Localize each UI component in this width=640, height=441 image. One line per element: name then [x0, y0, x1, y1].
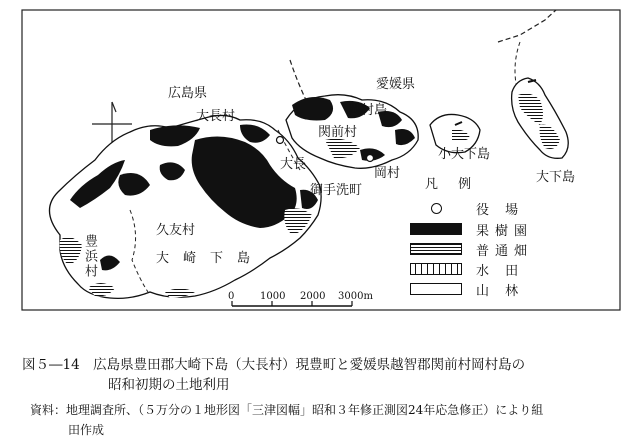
hiroshima-pref-label: 広島県 — [168, 86, 208, 101]
okamura-island-label: 岡村島 — [348, 103, 388, 118]
onaga-label: 大長 — [280, 157, 307, 172]
mitarai-town-label: 御手洗町 — [310, 183, 363, 198]
scale-bar — [232, 301, 352, 306]
scale-tick-2000: 2000 — [300, 291, 326, 302]
legend-label: 果樹園 — [476, 223, 534, 239]
scale-tick-1000: 1000 — [260, 291, 286, 302]
scale-tick-0: 0 — [228, 291, 235, 302]
source-note-line2: 田作成 — [68, 423, 105, 437]
legend-title: 凡 例 — [425, 177, 480, 192]
kokamo-island-label: 小大下島 — [438, 147, 491, 162]
orchard-swatch — [410, 223, 462, 235]
paddy-swatch — [410, 263, 462, 275]
onaga-village-label: 大長村 — [196, 109, 236, 124]
forest-swatch — [410, 283, 462, 295]
figure-caption-line1: 図５―14 広島県豊田郡大崎下島（大長村）現豊町と愛媛県越智郡関前村岡村島の — [22, 357, 526, 373]
legend-item-upland — [410, 240, 533, 258]
scale-tick-3000: 3000m — [338, 291, 373, 302]
legend-label: 山 林 — [476, 283, 525, 299]
legend-item-forest — [410, 280, 524, 298]
source-note-line1: 資料：地理調査所、（５万分の１地形図「三津図幅」昭和３年修正測図24年応急修正）により組 — [30, 403, 544, 417]
office-symbol-icon — [410, 203, 462, 214]
legend-item-orchard — [410, 220, 533, 238]
onaga-office-icon — [277, 137, 284, 144]
ogeshima-island — [512, 78, 569, 158]
legend-label: 役 場 — [476, 202, 525, 218]
legend-label: 水 田 — [476, 263, 525, 279]
ehime-pref-label: 愛媛県 — [376, 77, 416, 92]
legend-label: 普通畑 — [476, 243, 534, 259]
okamura-office-icon — [367, 155, 374, 162]
kutomo-village-label: 久友村 — [156, 223, 196, 238]
sekizen-village-label: 関前村 — [318, 125, 358, 140]
upland-swatch — [410, 243, 462, 255]
osakishimojima-label: 大崎下島 — [156, 251, 265, 266]
ogeshima-label: 大下島 — [536, 170, 576, 185]
legend-item-paddy — [410, 260, 524, 278]
okamura-label: 岡村 — [374, 166, 401, 181]
yutaka-hama-label: 豊浜村 — [82, 234, 97, 279]
figure-caption-line2: 昭和初期の土地利用 — [108, 377, 230, 393]
legend-item-office — [410, 199, 524, 217]
